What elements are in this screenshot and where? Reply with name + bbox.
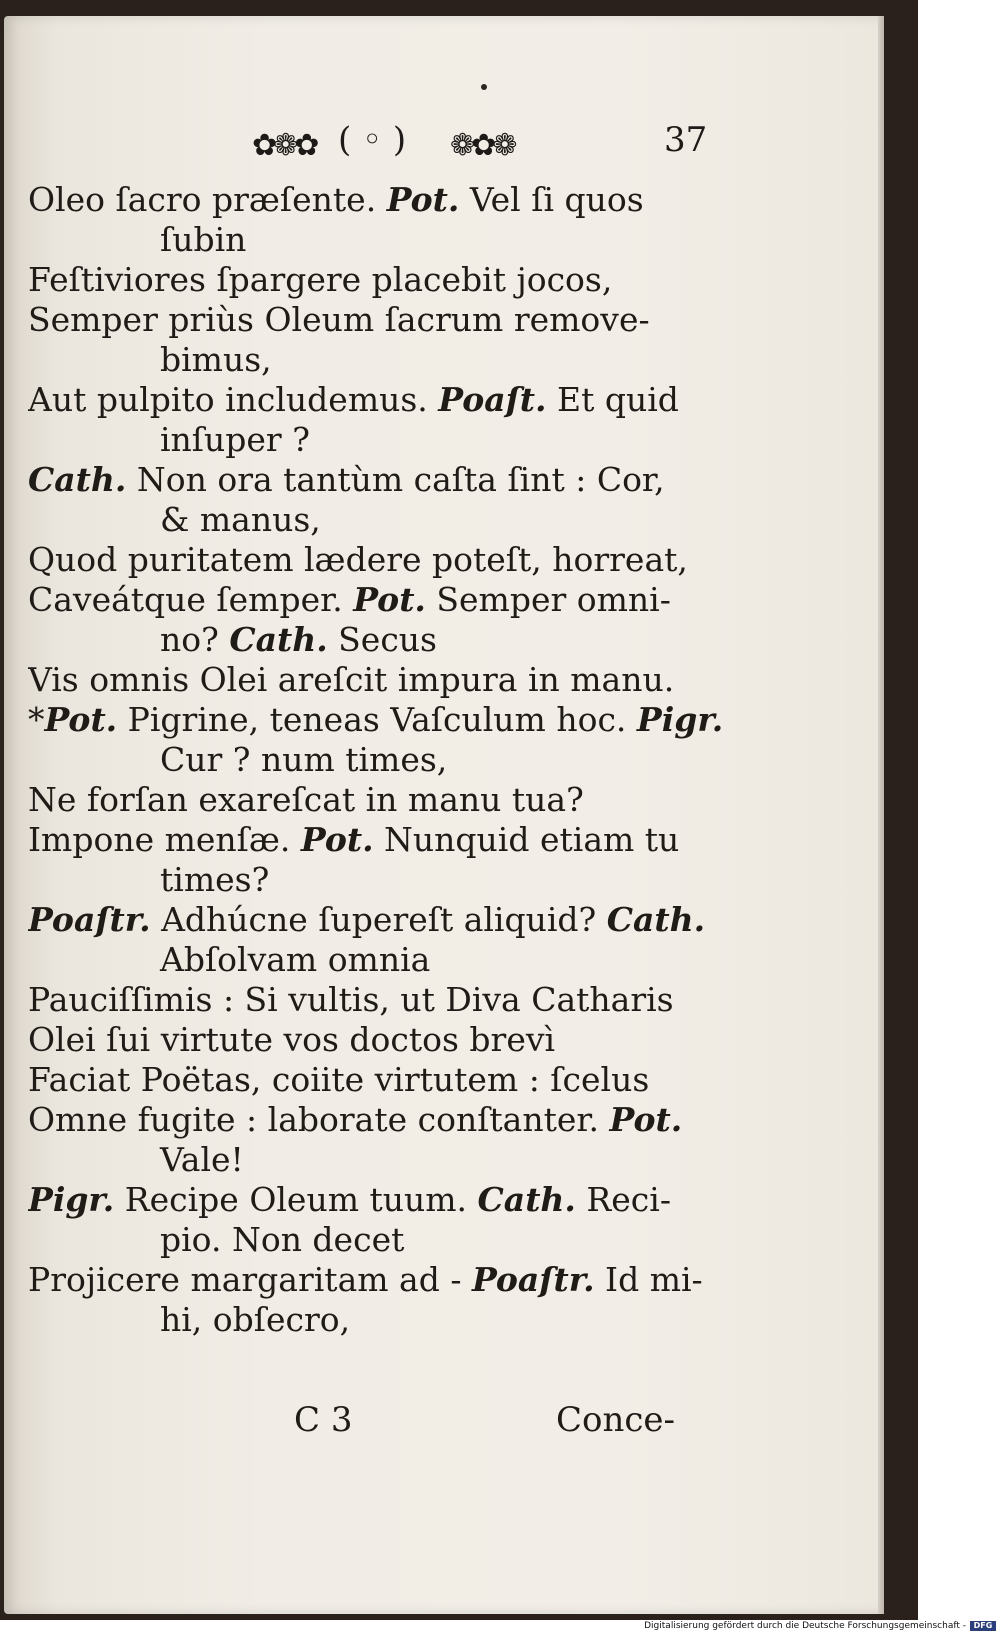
line-segment: Nunquid etiam tu [373,820,680,859]
text-line [28,260,728,300]
line-segment: Oleo ſacro præſente. [28,180,387,219]
text-line [28,1260,728,1300]
text-line [28,420,728,460]
speaker-label: Pot. [386,180,460,219]
line-segment: Pauciſſimis : Si vultis, ut Diva Catharis [28,980,674,1019]
ink-dot [481,84,487,90]
text-line [28,940,728,980]
line-segment: Vale! [160,1140,244,1179]
line-segment: Vis omnis Olei areſcit impura in manu. [28,660,675,699]
line-segment: times? [160,860,270,899]
text-line [28,740,728,780]
line-segment: Cur ? num times, [160,740,448,779]
line-segment: Projicere margaritam ad - [28,1260,472,1299]
verse-text [28,180,728,1340]
line-segment: Semper priùs Oleum ſacrum remove- [28,300,650,339]
header-marker: ( ◦ ) [338,120,407,160]
line-segment: Recipe Oleum tuum. [114,1180,478,1219]
line-segment: Impone menſæ. [28,820,301,859]
speaker-label: Cath. [477,1180,576,1219]
line-segment: inſuper ? [160,420,310,459]
page-edge [878,16,884,1614]
line-segment: Adhúcne ſupereſt aliquid? [150,900,607,939]
speaker-label: Pigr. [636,700,724,739]
line-segment: Vel ſi quos [459,180,644,219]
text-line [28,340,728,380]
speaker-label: Poaſtr. [28,900,151,939]
line-segment: Pigrine, teneas Vaſculum hoc. [117,700,637,739]
speaker-label: Cath. [606,900,706,939]
text-line [28,1060,728,1100]
text-line [28,660,728,700]
text-line [28,500,728,540]
dfg-logo-icon: DFG [970,1621,996,1631]
speaker-label: Pot. [300,820,374,859]
speaker-label: Pigr. [28,1180,115,1219]
line-segment: Quod puritatem lædere poteſt, horreat, [28,540,688,579]
text-line [28,900,728,940]
footer-bar [0,1620,1000,1632]
catchline [4,1400,884,1444]
text-line [28,1180,728,1220]
line-segment: Ne forſan exareſcat in manu tua? [28,780,584,819]
line-segment: Semper omni- [425,580,671,619]
catchword: Conce- [556,1400,676,1440]
speaker-label: Cath. [28,460,127,499]
text-line [28,380,728,420]
line-segment: Non ora tantùm caſta ſint : Cor, [126,460,665,499]
text-line [28,980,728,1020]
line-segment: pio. Non decet [160,1220,405,1259]
line-segment: Abſolvam omnia [160,940,431,979]
ornament-left-icon: ✿❁✿ [252,128,316,163]
text-line [28,1020,728,1060]
ornament-right-icon: ❁✿❁ [450,128,514,163]
text-line [28,620,728,660]
line-segment: Omne fugite : laborate conſtanter. [28,1100,610,1139]
text-line [28,460,728,500]
line-segment: Aut pulpito includemus. [28,380,439,419]
text-line [28,860,728,900]
line-segment: bimus, [160,340,272,379]
speaker-label: Poaſt. [438,380,547,419]
text-line [28,780,728,820]
book-page [4,16,884,1614]
line-segment: hi, obſecro, [160,1300,351,1339]
line-segment: Feſtiviores ſpargere placebit jocos, [28,260,613,299]
text-line [28,1140,728,1180]
line-segment: ſubin [160,220,247,259]
speaker-label: Pot. [353,580,426,619]
line-segment: Et quid [546,380,679,419]
text-line [28,820,728,860]
line-segment: Caveátque ſemper. [28,580,354,619]
line-segment: * [28,700,45,739]
speaker-label: Poaſtr. [471,1260,595,1299]
line-segment: no? [160,620,230,659]
text-line [28,580,728,620]
speaker-label: Pot. [609,1100,683,1139]
line-segment: Reci- [575,1180,671,1219]
speaker-label: Cath. [229,620,328,659]
text-line [28,1100,728,1140]
text-line [28,220,728,260]
line-segment: Id mi- [594,1260,703,1299]
line-segment: Faciat Poëtas, coiite virtutem : ſcelus [28,1060,650,1099]
text-line [28,700,728,740]
line-segment: Olei ſui virtute vos doctos brevì [28,1020,556,1059]
text-line [28,180,728,220]
funding-credit: Digitalisierung gefördert durch die Deutsche Forschungsgemeinschaft - [644,1621,966,1631]
line-segment: & manus, [160,500,321,539]
signature-mark: C 3 [294,1400,353,1440]
page-number: 37 [664,120,708,160]
speaker-label: Pot. [44,700,118,739]
running-header [4,120,884,170]
text-line [28,1220,728,1260]
text-line [28,1300,728,1340]
text-line [28,540,728,580]
text-line [28,300,728,340]
line-segment: Secus [327,620,437,659]
